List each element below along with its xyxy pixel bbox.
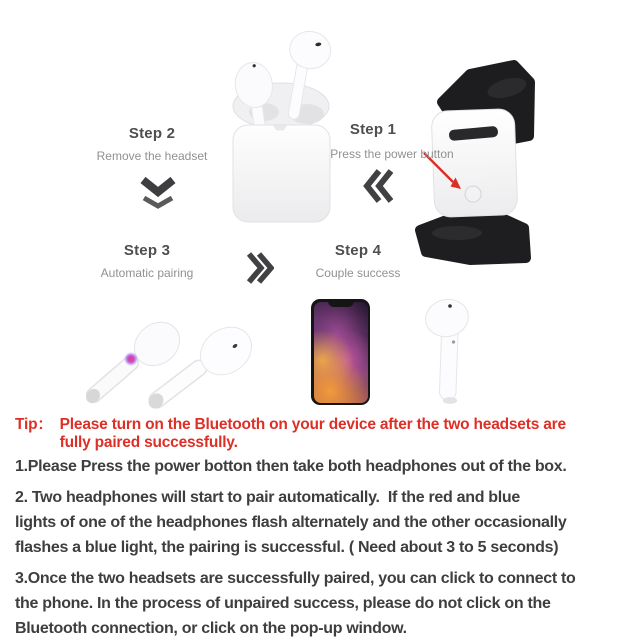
instruction-paragraph-2	[15, 485, 637, 560]
instruction-line: 2. Two headphones will start to pair automatically. If the red and blue	[15, 489, 521, 506]
step1-subtitle-block	[312, 147, 472, 161]
instruction-line: 3.Once the two headsets are successfully paired, you can click to connect to	[15, 570, 576, 587]
step4-block	[278, 242, 438, 280]
smartphone-illustration	[311, 299, 370, 405]
earbuds-pair-illustration	[73, 300, 273, 415]
tip-line: fully paired successfully.	[59, 433, 238, 451]
smartphone-screen	[314, 302, 368, 403]
instructions-text	[15, 454, 637, 640]
smartphone-notch	[328, 301, 354, 307]
step2-subtitle: Remove the headset	[96, 149, 208, 163]
instruction-line: lights of one of the headphones flash alternately and the other occasionally	[15, 514, 567, 531]
instruction-line: flashes a blue light, the pairing is successful. ( Need about 3 to 5 seconds)	[15, 539, 559, 556]
instruction-paragraph-3	[15, 566, 637, 640]
chevron-left-double-icon	[362, 166, 396, 206]
chevron-right-double-icon	[244, 250, 274, 286]
step1-title: Step 1	[349, 121, 397, 138]
instruction-line: Bluetooth connection, or click on the pop-up window.	[15, 620, 407, 637]
single-earbud-illustration	[420, 297, 480, 409]
step4-title: Step 4	[334, 242, 382, 259]
step3-subtitle: Automatic pairing	[100, 266, 194, 280]
chevron-down-double-icon	[138, 176, 178, 209]
instruction-line: 1.Please Press the power botton then take both headphones out of the box.	[15, 458, 567, 475]
step3-block	[67, 242, 227, 280]
instruction-line: the phone. In the process of unpaired success, please do not click on the	[15, 595, 551, 612]
instruction-paragraph-1	[15, 454, 637, 479]
tip-line: Please turn on the Bluetooth on your device after the two headsets are	[59, 416, 566, 433]
power-button	[465, 186, 482, 203]
tip-label: Tip：	[15, 416, 53, 433]
tip-note	[15, 416, 566, 451]
step2-block	[72, 125, 232, 163]
step3-title: Step 3	[123, 242, 171, 259]
step1-title-block	[303, 121, 443, 138]
step2-title: Step 2	[128, 125, 176, 142]
step4-subtitle: Couple success	[315, 266, 401, 280]
step1-subtitle: Press the power button	[330, 147, 454, 161]
hand-holding-case-illustration	[412, 58, 562, 268]
